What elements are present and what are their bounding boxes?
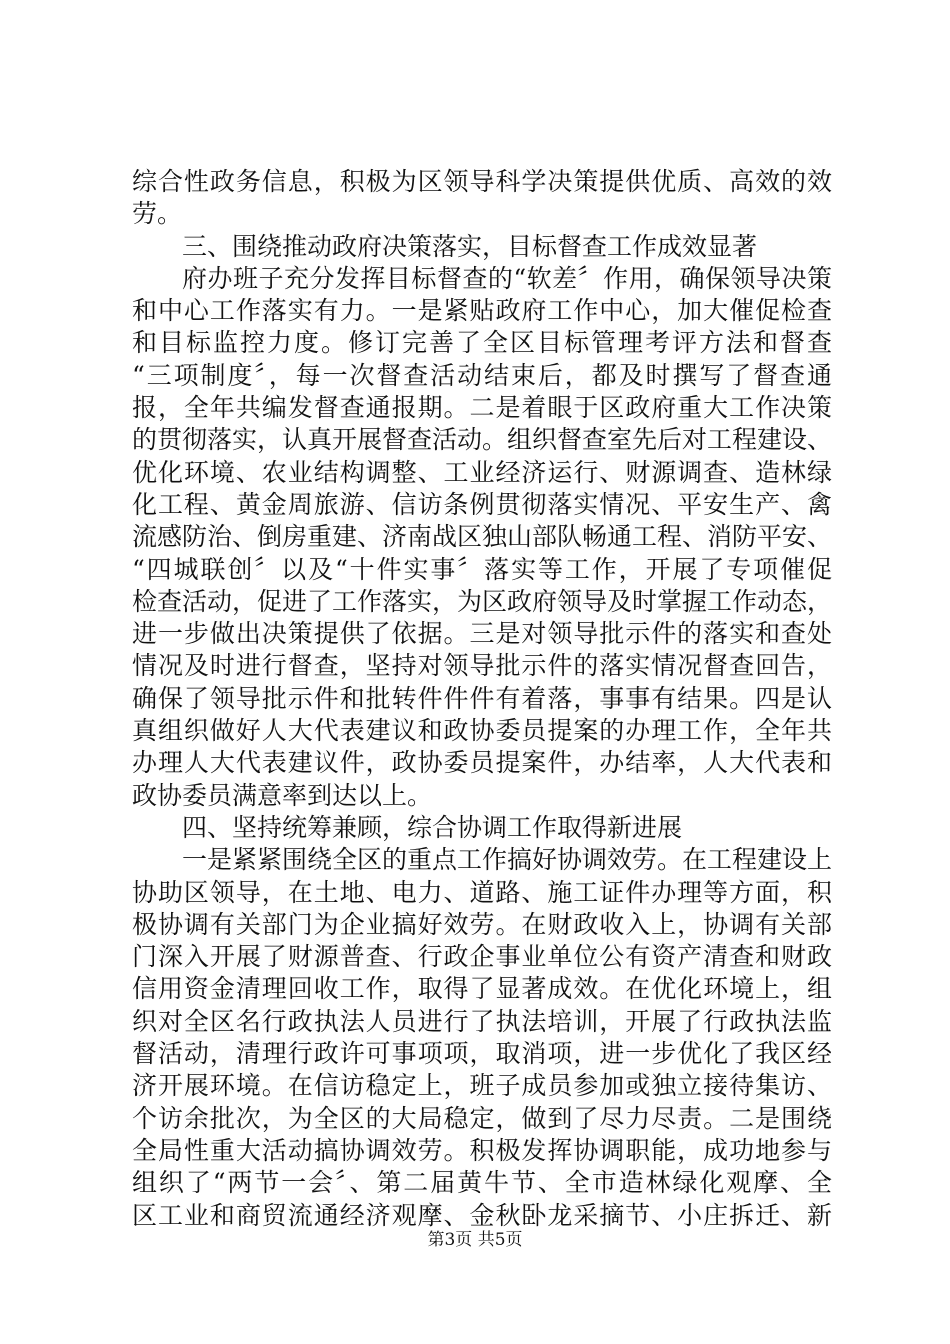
text-line: 办理人大代表建议件，政协委员提案件，办结率，人大代表和 bbox=[132, 748, 832, 778]
text-line: 和目标监控力度。修订完善了全区目标管理考评方法和督查 bbox=[132, 328, 832, 358]
text-line: 优化环境、农业结构调整、工业经济运行、财源调查、造林绿 bbox=[132, 457, 832, 487]
text-line: 真组织做好人大代表建议和政协委员提案的办理工作，全年共 bbox=[132, 716, 832, 746]
text-line: 和中心工作落实有力。一是紧贴政府工作中心，加大催促检查 bbox=[132, 296, 832, 326]
text-line: 府办班子充分发挥目标督查的“软差〞作用，确保领导决策 bbox=[182, 263, 832, 293]
text-line: 检查活动，促进了工作落实，为区政府领导及时掌握工作动态， bbox=[132, 586, 833, 616]
heading-line: 四、坚持统筹兼顾，综合协调工作取得新进展 bbox=[182, 812, 683, 842]
text-line: 极协调有关部门为企业搞好效劳。在财政收入上，协调有关部 bbox=[132, 909, 832, 939]
text-line: 个访余批次，为全区的大局稳定，做到了尽力尽责。二是围绕 bbox=[132, 1103, 832, 1133]
heading-line: 三、围绕推动政府决策落实，目标督查工作成效显著 bbox=[182, 231, 758, 261]
text-line: 情况及时进行督查，坚持对领导批示件的落实情况督查回告， bbox=[132, 651, 832, 681]
text-line: 报，全年共编发督查通报期。二是着眼于区政府重大工作决策 bbox=[132, 393, 832, 423]
text-line: “三项制度〞，每一次督查活动结束后，都及时撰写了督查通 bbox=[132, 360, 832, 390]
text-line: 的贯彻落实，认真开展督查活动。组织督查室先后对工程建设、 bbox=[132, 425, 833, 455]
text-line: 一是紧紧围绕全区的重点工作搞好协调效劳。在工程建设上 bbox=[182, 845, 833, 875]
text-line: 织对全区名行政执法人员进行了执法培训，开展了行政执法监 bbox=[132, 1006, 832, 1036]
paragraph bbox=[132, 263, 832, 812]
page-number: 第3页 共5页 bbox=[427, 1230, 523, 1250]
text-line: 协助区领导，在土地、电力、道路、施工证件办理等方面，积 bbox=[132, 877, 832, 907]
text-line: 门深入开展了财源普查、行政企事业单位公有资产清查和财政 bbox=[132, 942, 832, 972]
text-line: 济开展环境。在信访稳定上，班子成员参加或独立接待集访、 bbox=[132, 1071, 832, 1101]
text-line: 流感防治、倒房重建、济南战区独山部队畅通工程、消防平安、 bbox=[132, 522, 833, 552]
section-heading bbox=[132, 812, 832, 844]
text-line: 信用资金清理回收工作，取得了显著成效。在优化环境上，组 bbox=[132, 974, 832, 1004]
text-line: “四城联创〞以及“十件实事〞落实等工作，开展了专项催促 bbox=[132, 554, 832, 584]
text-line: 综合性政务信息，积极为区领导科学决策提供优质、高效的效 bbox=[132, 167, 832, 196]
text-line: 进一步做出决策提供了依据。三是对领导批示件的落实和查处 bbox=[132, 619, 832, 649]
paragraph bbox=[132, 166, 832, 231]
document-body bbox=[132, 166, 832, 1232]
paragraph bbox=[132, 844, 832, 1232]
text-line: 政协委员满意率到达以上。 bbox=[132, 780, 433, 810]
text-line: 全局性重大活动搞协调效劳。积极发挥协调职能，成功地参与 bbox=[132, 1135, 832, 1165]
text-line: 督活动，清理行政许可事项项，取消项，进一步优化了我区经 bbox=[132, 1039, 832, 1069]
text-line: 区工业和商贸流通经济观摩、金秋卧龙采摘节、小庄拆迁、新 bbox=[132, 1200, 832, 1230]
text-line: 确保了领导批示件和批转件件件有着落，事事有结果。四是认 bbox=[132, 683, 832, 713]
text-line: 组织了“两节一会〞、第二届黄牛节、全市造林绿化观摩、全 bbox=[132, 1168, 832, 1198]
text-line: 劳。 bbox=[132, 199, 183, 229]
text-line: 化工程、黄金周旅游、信访条例贯彻落实情况、平安生产、禽 bbox=[132, 489, 832, 519]
section-heading bbox=[132, 231, 832, 263]
